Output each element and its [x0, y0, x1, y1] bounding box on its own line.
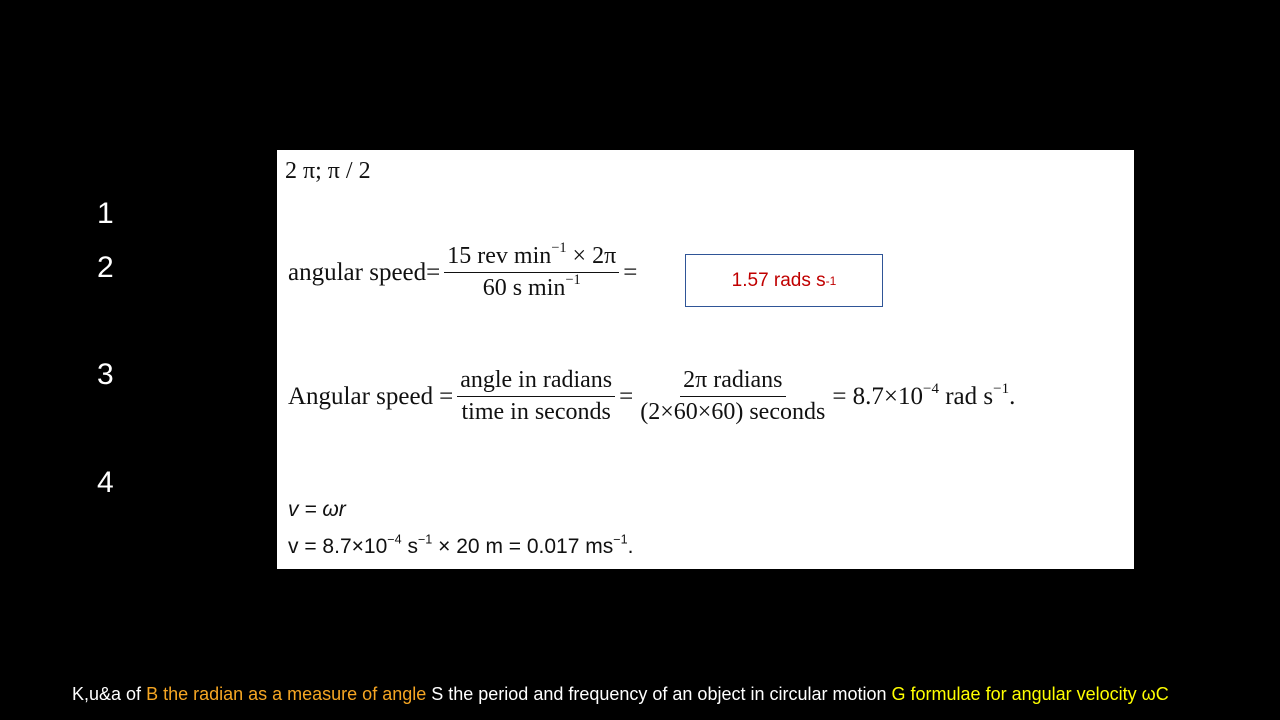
numerator: 2π radians: [680, 368, 785, 397]
question-number-2: 2: [97, 251, 114, 284]
result-main: = 8.7×10: [832, 382, 924, 410]
footer-prefix: K,u&a of: [72, 684, 147, 704]
denominator-main: 60 s min: [482, 275, 566, 302]
numerator-main: 15 rev min: [447, 243, 552, 269]
numerator-tail: × 2π: [566, 243, 617, 269]
result: [832, 380, 1016, 411]
denominator: time in seconds: [461, 399, 611, 426]
answer-4-formula: v = ωr: [288, 498, 346, 521]
equals-sign: =: [619, 382, 634, 410]
calc-end: .: [627, 535, 634, 558]
calc-exponent-3: −1: [613, 532, 628, 547]
footer-basic-objective: B the radian as a measure of angle: [146, 684, 427, 704]
result-unit: rad s: [938, 382, 994, 410]
answer-2-result-box: 1.57 rads s -1: [685, 254, 883, 307]
calc-exponent-2: −1: [417, 532, 433, 547]
answers-panel: [277, 150, 1134, 569]
footer-standard-objective: S the period and frequency of an object in circular motion: [426, 684, 892, 704]
answer-4-calculation: [288, 532, 634, 559]
answer-1: 2 π; π / 2: [285, 158, 371, 184]
equals-sign: =: [439, 382, 454, 410]
denominator-exponent: −1: [565, 272, 581, 289]
boxed-value: 1.57 rads s: [731, 269, 826, 291]
question-number-1: 1: [97, 197, 114, 230]
numerator: [444, 240, 619, 273]
learning-objectives-footer: [72, 684, 1169, 705]
denominator: [480, 273, 584, 301]
result-exponent: −4: [923, 380, 939, 397]
calc-exponent-1: −4: [387, 532, 402, 547]
equals-sign: =: [426, 258, 441, 286]
answer-3-equation: [288, 368, 1015, 425]
fraction-values: [637, 368, 828, 425]
numerator-exponent: −1: [551, 240, 567, 257]
calc-tail: × 20 m = 0.017 ms: [432, 535, 614, 558]
result-end: .: [1009, 382, 1016, 410]
footer-greater-depth-objective: G formulae for angular velocity ωC: [891, 684, 1169, 704]
question-number-4: 4: [97, 466, 114, 499]
result-unit-exponent: −1: [993, 380, 1010, 397]
equals-sign: =: [623, 258, 638, 286]
denominator: (2×60×60) seconds: [640, 399, 826, 426]
fraction-definition: [457, 368, 615, 425]
calc-mid: s: [401, 535, 418, 558]
answer-2-equation: [288, 240, 638, 302]
question-number-3: 3: [97, 358, 114, 391]
angular-speed-label: Angular speed: [288, 382, 434, 410]
fraction: [444, 240, 619, 302]
calc-main: v = 8.7×10: [288, 535, 388, 558]
numerator: angle in radians: [457, 368, 615, 397]
angular-speed-label: angular speed: [288, 258, 427, 286]
